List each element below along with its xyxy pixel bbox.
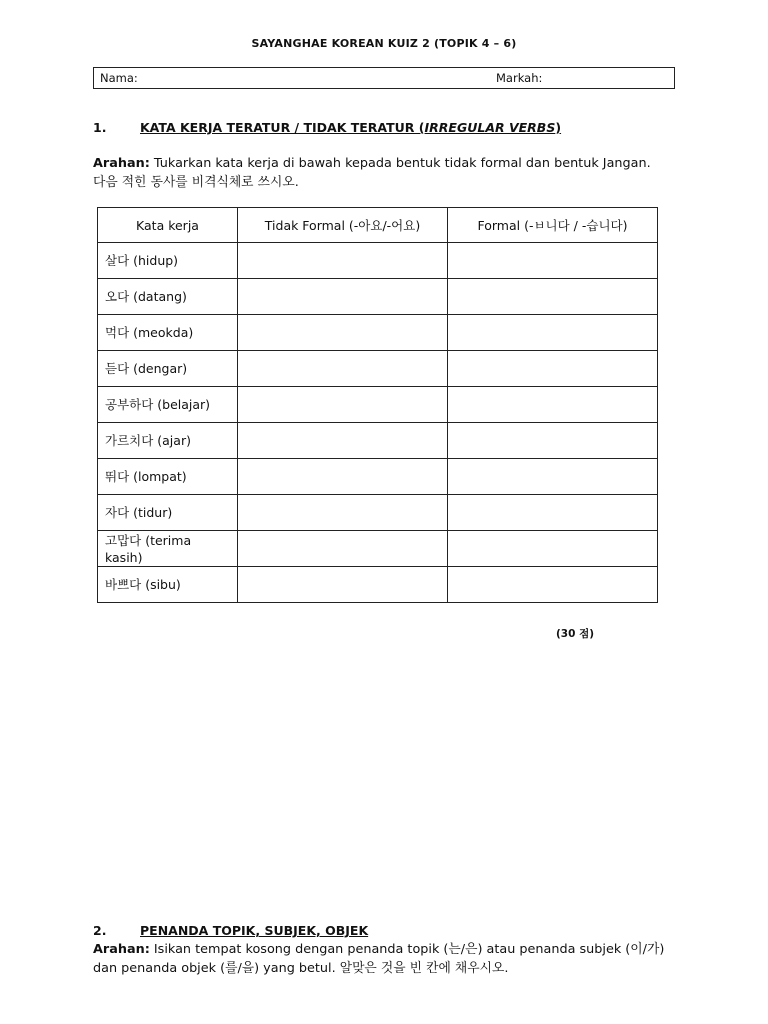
verb-cell: 뛰다 (lompat) <box>98 459 238 495</box>
section-2-number: 2. <box>93 923 107 938</box>
informal-answer-cell[interactable] <box>238 423 448 459</box>
verb-cell: 가르치다 (ajar) <box>98 423 238 459</box>
table-header-row <box>98 208 658 243</box>
formal-answer-cell[interactable] <box>448 279 658 315</box>
verb-cell: 살다 (hidup) <box>98 243 238 279</box>
table-row <box>98 567 658 603</box>
formal-answer-cell[interactable] <box>448 315 658 351</box>
table-row <box>98 315 658 351</box>
table-row <box>98 351 658 387</box>
student-info-box <box>93 67 675 89</box>
name-field-label[interactable]: Nama: <box>100 71 138 85</box>
informal-answer-cell[interactable] <box>238 315 448 351</box>
formal-answer-cell[interactable] <box>448 531 658 567</box>
instruction-text: Tukarkan kata kerja di bawah kepada bentuk tidak formal dan bentuk Jangan. <box>149 156 651 171</box>
quiz-title: SAYANGHAE KOREAN KUIZ 2 (TOPIK 4 – 6) <box>251 37 517 50</box>
instruction-text: Isikan tempat kosong dengan penanda topik (는/은) atau penanda subjek (이/가) dan penanda objek (를/을) yang betul. 알맞은 것을 빈 칸에 채우시오. <box>93 942 665 976</box>
informal-answer-cell[interactable] <box>238 243 448 279</box>
verb-cell: 먹다 (meokda) <box>98 315 238 351</box>
section-2-instruction <box>93 940 673 978</box>
verb-table <box>97 207 658 603</box>
table-row <box>98 243 658 279</box>
table-row <box>98 459 658 495</box>
section-1-instruction <box>93 154 673 192</box>
header-verb: Kata kerja <box>98 208 238 243</box>
verb-cell: 바쁘다 (sibu) <box>98 567 238 603</box>
table-row <box>98 279 658 315</box>
table-row <box>98 495 658 531</box>
informal-answer-cell[interactable] <box>238 567 448 603</box>
verb-cell: 고맙다 (terima kasih) <box>98 531 238 567</box>
formal-answer-cell[interactable] <box>448 423 658 459</box>
formal-answer-cell[interactable] <box>448 243 658 279</box>
section-1-marks: (30 점) <box>556 628 595 640</box>
formal-answer-cell[interactable] <box>448 351 658 387</box>
informal-answer-cell[interactable] <box>238 531 448 567</box>
formal-answer-cell[interactable] <box>448 387 658 423</box>
section-1-title: KATA KERJA TERATUR / TIDAK TERATUR (IRREGULAR VERBS) <box>140 120 562 135</box>
verb-cell: 듣다 (dengar) <box>98 351 238 387</box>
verb-cell: 오다 (datang) <box>98 279 238 315</box>
section-1-number: 1. <box>93 120 107 135</box>
formal-answer-cell[interactable] <box>448 567 658 603</box>
instruction-label: Arahan: <box>93 156 150 171</box>
table-row <box>98 531 658 567</box>
header-informal: Tidak Formal (-아요/-어요) <box>238 208 448 243</box>
informal-answer-cell[interactable] <box>238 279 448 315</box>
verb-cell: 공부하다 (belajar) <box>98 387 238 423</box>
informal-answer-cell[interactable] <box>238 351 448 387</box>
informal-answer-cell[interactable] <box>238 459 448 495</box>
table-row <box>98 387 658 423</box>
instruction-korean: 다음 적힌 동사를 비격식체로 쓰시오. <box>93 175 299 190</box>
section-2-title: PENANDA TOPIK, SUBJEK, OBJEK <box>140 923 369 938</box>
informal-answer-cell[interactable] <box>238 387 448 423</box>
marks-field-label[interactable]: Markah: <box>496 71 543 85</box>
formal-answer-cell[interactable] <box>448 495 658 531</box>
verb-cell: 자다 (tidur) <box>98 495 238 531</box>
instruction-label: Arahan: <box>93 942 150 957</box>
table-row <box>98 423 658 459</box>
informal-answer-cell[interactable] <box>238 495 448 531</box>
formal-answer-cell[interactable] <box>448 459 658 495</box>
header-formal: Formal (-ㅂ니다 / -습니다) <box>448 208 658 243</box>
